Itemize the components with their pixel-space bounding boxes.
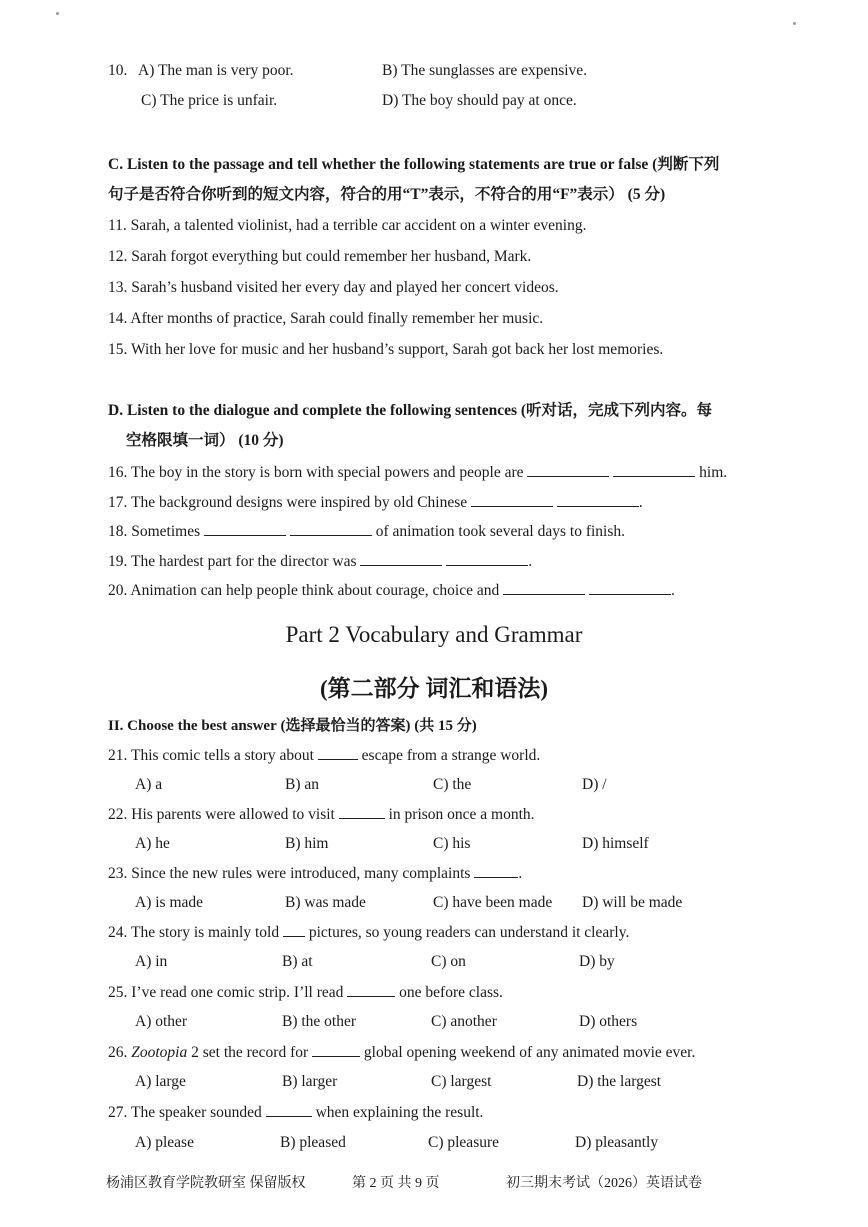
answer-blank[interactable]	[318, 745, 358, 760]
section-ii-instructions: (选择最恰当的答案) (共 15 分)	[280, 718, 477, 734]
question-18-end: of animation took several days to finish.	[375, 523, 626, 540]
option-d[interactable]: D) will be made	[582, 894, 683, 911]
answer-blank[interactable]	[613, 462, 695, 477]
option-d[interactable]: D) others	[579, 1013, 638, 1030]
question-16-text: 16. The boy in the story is born with special powers and people are	[108, 464, 524, 481]
part-2-subtitle: (第二部分 词汇和语法)	[319, 676, 549, 701]
option-c[interactable]: C) his	[433, 835, 471, 852]
question-26	[108, 1042, 695, 1063]
question-10-number: 10.	[108, 62, 128, 79]
option-a[interactable]: A) please	[135, 1134, 194, 1151]
question-18	[108, 521, 625, 542]
option-a[interactable]: A) he	[135, 835, 170, 852]
option-b[interactable]: B) was made	[285, 894, 366, 911]
question-20-text: 20. Animation can help people think about courage, choice and	[108, 582, 500, 599]
option-d[interactable]: D) by	[579, 953, 615, 970]
question-19	[108, 551, 532, 572]
option-c[interactable]: C) on	[431, 953, 466, 970]
question-18-text: 18. Sometimes	[108, 523, 201, 540]
question-26-end: global opening weekend of any animated movie ever.	[363, 1044, 696, 1061]
option-c[interactable]: C) have been made	[433, 894, 553, 911]
option-d[interactable]: D) /	[582, 776, 607, 793]
question-10-option-b: B) The sunglasses are expensive.	[382, 62, 588, 79]
question-17-text: 17. The background designs were inspired by old Chinese	[108, 494, 468, 511]
answer-blank[interactable]	[557, 492, 639, 507]
question-25-end: one before class.	[399, 984, 503, 1001]
question-22-end: in prison once a month.	[388, 806, 535, 823]
option-a[interactable]: A) a	[135, 776, 163, 793]
question-21-end: escape from a strange world.	[361, 747, 541, 764]
statement-11: 11. Sarah, a talented violinist, had a terrible car accident on a winter evening.	[108, 217, 587, 234]
footer-page-number: 第 2 页 共 9 页	[352, 1176, 440, 1191]
question-25	[108, 982, 503, 1003]
question-10-option-c: C) The price is unfair.	[141, 92, 278, 109]
statement-12: 12. Sarah forgot everything but could remember her husband, Mark.	[108, 248, 532, 265]
option-c[interactable]: C) pleasure	[428, 1134, 500, 1151]
answer-blank[interactable]	[339, 804, 385, 819]
movie-title: Zootopia	[131, 1044, 188, 1061]
answer-blank[interactable]	[474, 863, 518, 878]
section-c-instructions: 句子是否符合你听到的短文内容，符合的用“T”表示，不符合的用“F”表示） (5 分)	[108, 186, 666, 203]
option-a[interactable]: A) other	[135, 1013, 188, 1030]
question-24-text: 24. The story is mainly told	[108, 924, 280, 941]
answer-blank[interactable]	[204, 521, 286, 536]
answer-blank[interactable]	[266, 1102, 312, 1117]
option-a[interactable]: A) is made	[135, 894, 204, 911]
question-27-text: 27. The speaker sounded	[108, 1104, 262, 1121]
question-27-end: when explaining the result.	[315, 1104, 484, 1121]
answer-blank[interactable]	[312, 1042, 360, 1057]
part-2-title: Part 2 Vocabulary and Grammar	[285, 622, 583, 647]
question-16-end: him.	[699, 464, 728, 481]
option-b[interactable]: B) pleased	[280, 1134, 346, 1151]
option-a[interactable]: A) large	[135, 1073, 186, 1090]
option-a[interactable]: A) in	[135, 953, 168, 970]
answer-blank[interactable]	[290, 521, 372, 536]
answer-blank[interactable]	[527, 462, 609, 477]
question-22-text: 22. His parents were allowed to visit	[108, 806, 335, 823]
answer-blank[interactable]	[589, 580, 671, 595]
footer-copyright: 杨浦区教育学院教研室 保留版权	[106, 1176, 306, 1191]
question-17	[108, 492, 643, 513]
footer-exam-title: 初三期末考试（2026）英语试卷	[506, 1176, 702, 1191]
section-ii-heading	[108, 716, 477, 736]
question-10-option-d: D) The boy should pay at once.	[382, 92, 577, 109]
answer-blank[interactable]	[283, 922, 305, 937]
scan-mark	[793, 22, 796, 25]
question-27	[108, 1102, 483, 1123]
option-d[interactable]: D) the largest	[577, 1073, 662, 1090]
answer-blank[interactable]	[471, 492, 553, 507]
option-c[interactable]: C) the	[433, 776, 472, 793]
answer-blank[interactable]	[347, 982, 395, 997]
option-b[interactable]: B) at	[282, 953, 313, 970]
section-ii-title: II. Choose the best answer	[108, 718, 277, 734]
question-24-end: pictures, so young readers can understand it clearly.	[308, 924, 630, 941]
option-c[interactable]: C) another	[431, 1013, 497, 1030]
option-b[interactable]: B) an	[285, 776, 320, 793]
question-22	[108, 804, 535, 825]
question-21-text: 21. This comic tells a story about	[108, 747, 314, 764]
scan-mark	[56, 12, 59, 15]
statement-14: 14. After months of practice, Sarah could finally remember her music.	[108, 310, 544, 327]
question-23	[108, 863, 522, 884]
option-b[interactable]: B) him	[285, 835, 329, 852]
option-b[interactable]: B) the other	[282, 1013, 357, 1030]
answer-blank[interactable]	[503, 580, 585, 595]
question-19-end: .	[528, 553, 533, 570]
question-20-end: .	[671, 582, 675, 599]
answer-blank[interactable]	[446, 551, 528, 566]
option-c[interactable]: C) largest	[431, 1073, 492, 1090]
option-b[interactable]: B) larger	[282, 1073, 338, 1090]
question-17-end: .	[638, 494, 643, 511]
question-26-text: 2 set the record for	[191, 1044, 309, 1061]
question-16	[108, 462, 727, 483]
question-23-end: .	[518, 865, 523, 882]
question-20	[108, 580, 675, 601]
option-d[interactable]: D) pleasantly	[575, 1134, 659, 1151]
answer-blank[interactable]	[360, 551, 442, 566]
option-d[interactable]: D) himself	[582, 835, 649, 852]
section-c-heading: C. Listen to the passage and tell whether the following statements are true or false (判断下列	[108, 156, 720, 173]
question-19-text: 19. The hardest part for the director was	[108, 553, 357, 570]
question-25-text: 25. I’ve read one comic strip. I’ll read	[108, 984, 344, 1001]
question-26-number: 26.	[108, 1044, 128, 1061]
section-d-instructions: 空格限填一词） (10 分)	[126, 432, 284, 449]
statement-15: 15. With her love for music and her husband’s support, Sarah got back her lost memories.	[108, 341, 664, 358]
section-d-heading: D. Listen to the dialogue and complete the following sentences (听对话，完成下列内容。每	[108, 402, 713, 419]
question-23-text: 23. Since the new rules were introduced, many complaints	[108, 865, 471, 882]
question-21	[108, 745, 540, 766]
question-10-option-a: A) The man is very poor.	[138, 62, 294, 79]
statement-13: 13. Sarah’s husband visited her every day and played her concert videos.	[108, 279, 559, 296]
question-24	[108, 922, 629, 943]
